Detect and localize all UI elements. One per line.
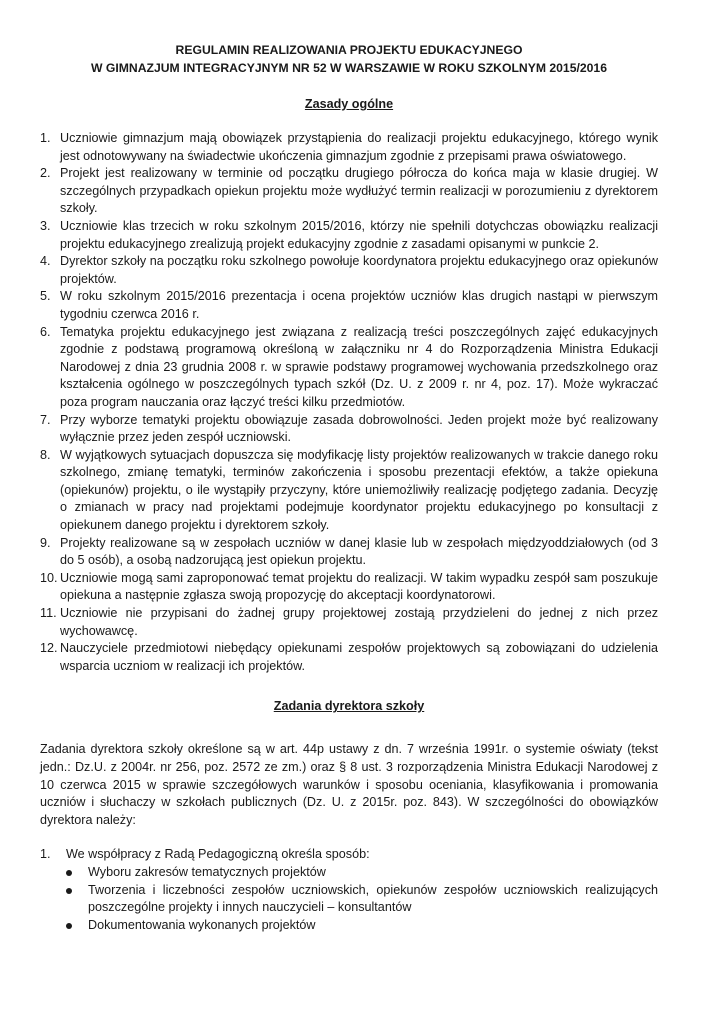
list-item-number: 4. bbox=[40, 254, 51, 269]
list-item-text: Dyrektor szkoły na początku roku szkolnego powołuje koordynatora projektu edukacyjnego oraz opiekunów projektów. bbox=[60, 254, 658, 286]
list-item-number: 10. bbox=[40, 570, 58, 585]
duty-bullet-list bbox=[40, 864, 658, 934]
duty-item bbox=[40, 846, 658, 864]
list-item-number: 11. bbox=[40, 606, 57, 621]
list-item bbox=[40, 640, 658, 675]
list-item-text: W wyjątkowych sytuacjach dopuszcza się modyfikację listy projektów realizowanych w trakcie danego roku szkolnego, zmianę tematyki, terminów zakończenia i sposobu prezentacji efektów, a także opiekuna (opiekunów) projektu, o ile wystąpiły przyczyny, które uniemożliwiły realizację podjętego zadania. Decyzję o zmianach w pracy nad projektami podejmuje koordynator projektu edukacyjnego po konsultacji z opiekunem danego projektu i dyrektorem szkoły. bbox=[60, 447, 658, 533]
bullet-item-text: Wyboru zakresów tematycznych projektów bbox=[88, 864, 326, 879]
document-body bbox=[40, 41, 658, 934]
duty-item-text: We współpracy z Radą Pedagogiczną określa sposób: bbox=[66, 847, 370, 862]
bullet-item-text: Tworzenia i liczebności zespołów uczniowskich, opiekunów zespołów uczniowskich realizujących poszczególne projekty i innych nauczycieli – konsultantów bbox=[88, 882, 658, 915]
list-item bbox=[40, 218, 658, 253]
list-item-number: 7. bbox=[40, 412, 51, 427]
list-item bbox=[40, 412, 658, 447]
list-item bbox=[40, 570, 658, 605]
section-heading-general-rules: Zasady ogólne bbox=[304, 97, 394, 111]
list-item-number: 9. bbox=[40, 535, 51, 550]
list-item bbox=[40, 288, 658, 323]
list-item bbox=[40, 130, 658, 165]
bullet-icon bbox=[66, 923, 72, 929]
list-item-number: 12. bbox=[40, 641, 58, 656]
list-item-number: 5. bbox=[40, 289, 51, 304]
document-title-line-2: W GIMNAZJUM INTEGRACYJNYM NR 52 W WARSZAWIE W ROKU SZKOLNYM 2015/2016 bbox=[91, 61, 607, 75]
list-item-text: Tematyka projektu edukacyjnego jest związana z realizacją treści poszczególnych zajęć edukacyjnych zgodnie z podstawą programową określoną w załączniku nr 4 do Rozporządzenia Ministra Edukacji Narodowej z dnia 23 grudnia 2008 r. w sprawie podstawy programowej wychowania przedszkolnego oraz kształcenia ogólnego w poszczególnych typach szkół (Dz. U. z 2009 r. nr 4, poz. 17). Może wykraczać poza program nauczania oraz łączyć treści kilku przedmiotów. bbox=[60, 324, 658, 409]
list-item-text: W roku szkolnym 2015/2016 prezentacja i ocena projektów uczniów klas drugich nastąpi w pierwszym tygodniu czerwca 2016 r. bbox=[60, 289, 658, 321]
list-item-text: Przy wyborze tematyki projektu obowiązuje zasada dobrowolności. Jeden projekt może być realizowany wyłącznie przez jeden zespół uczniowski. bbox=[60, 412, 658, 445]
list-item-text: Projekty realizowane są w zespołach uczniów w danej klasie lub w zespołach międzyoddziałowych (od 3 do 5 osób), a osobą nadzorującą jest opiekun projektu. bbox=[60, 535, 658, 568]
document-title-line-1: REGULAMIN REALIZOWANIA PROJEKTU EDUKACYJNEGO bbox=[175, 43, 523, 57]
bullet-item bbox=[40, 917, 658, 935]
list-item bbox=[40, 447, 658, 535]
list-item-text: Nauczyciele przedmiotowi niebędący opiekunami zespołów projektowych są zobowiązani do udzielenia wsparcia uczniom w realizacji ich projektów. bbox=[60, 641, 658, 673]
director-duties-list bbox=[40, 846, 658, 934]
list-item-text: Uczniowie nie przypisani do żadnej grupy projektowej zostają przydzieleni do jednej z nich przez wychowawcę. bbox=[60, 606, 658, 638]
list-item bbox=[40, 253, 658, 288]
list-item-text: Uczniowie mogą sami zaproponować temat projektu do realizacji. W takim wypadku zespół sam poszukuje opiekuna a następnie zgłasza swoją propozycję do akceptacji koordynatorowi. bbox=[60, 570, 658, 603]
list-item-number: 1. bbox=[40, 131, 51, 145]
general-rules-list bbox=[40, 130, 658, 675]
list-item-number: 2. bbox=[40, 166, 51, 181]
list-item-text: Projekt jest realizowany w terminie od początku drugiego półrocza do końca maja w klasie drugiej. W szczególnych przypadkach opiekun projektu może wydłużyć termin realizacji w porozumieniu z dyrektorem szkoły. bbox=[60, 166, 658, 216]
list-item-number: 3. bbox=[40, 218, 51, 233]
director-duties-intro: Zadania dyrektora szkoły określone są w art. 44p ustawy z dn. 7 września 1991r. o systemie oświaty (tekst jedn.: Dz.U. z 2004r. nr 256, poz. 2572 ze zm.) oraz § 8 ust. 3 rozporządzenia Ministra Edukacji Narodowej z 10 czerwca 2015 w sprawie szczegółowych warunków i sposobu oceniania, klasyfikowania i promowania uczniów i słuchaczy w szkołach publicznych (Dz. U. z 2015r. poz. 843). W szczególności do obowiązków dyrektora należy: bbox=[40, 742, 658, 827]
list-item-text: Uczniowie klas trzecich w roku szkolnym 2015/2016, którzy nie spełnili dotychczas obowiązku realizacji projektu edukacyjnego zrealizują projekt edukacyjny zgodnie z zasadami opisanymi w punkcie 2. bbox=[60, 218, 658, 251]
list-item-number: 6. bbox=[40, 324, 51, 339]
bullet-icon bbox=[66, 870, 72, 876]
bullet-item-text: Dokumentowania wykonanych projektów bbox=[88, 917, 316, 932]
bullet-item bbox=[40, 882, 658, 917]
list-item bbox=[40, 605, 658, 640]
list-item bbox=[40, 535, 658, 570]
list-item bbox=[40, 324, 658, 412]
bullet-item bbox=[40, 864, 658, 882]
bullet-icon bbox=[66, 888, 72, 894]
section-heading-director-duties: Zadania dyrektora szkoły bbox=[273, 699, 425, 714]
list-item bbox=[40, 165, 658, 218]
duty-item-number: 1. bbox=[40, 847, 51, 862]
list-item-number: 8. bbox=[40, 447, 51, 462]
list-item-text: Uczniowie gimnazjum mają obowiązek przystąpienia do realizacji projektu edukacyjnego, którego wynik jest odnotowywany na świadectwie ukończenia gimnazjum zgodnie z przepisami prawa oświatowego. bbox=[60, 131, 658, 163]
